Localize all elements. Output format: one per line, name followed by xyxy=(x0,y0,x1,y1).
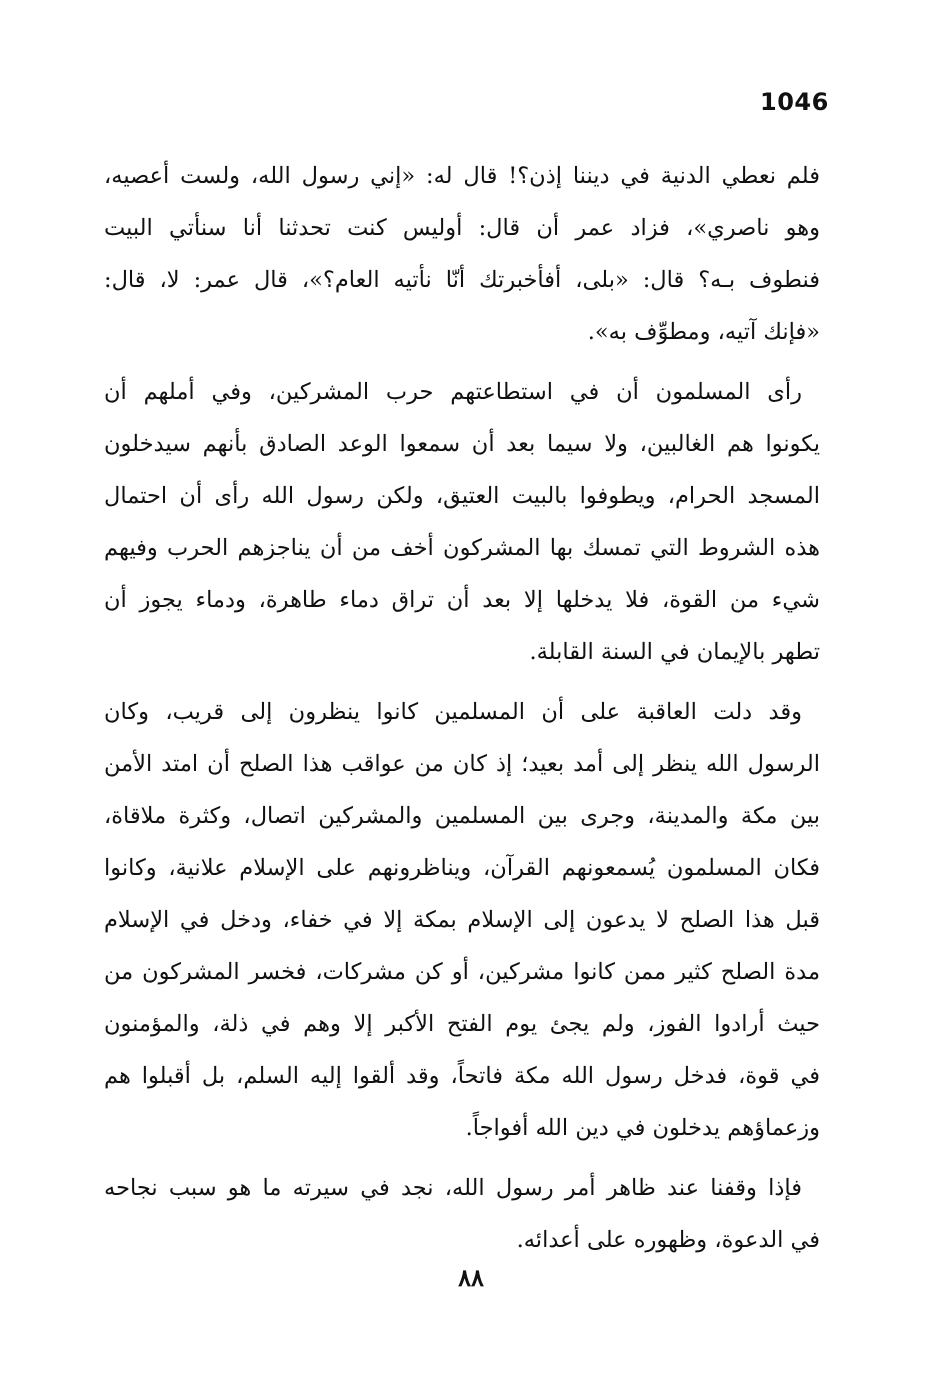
text-line: «فإنك آتيه، ومطوِّف به». xyxy=(587,319,820,345)
text-line: تطهر بالإيمان في السنة القابلة. xyxy=(529,639,820,665)
text-line: هذه الشروط التي تمسك بها المشركون أخف من أن يناجزهم الحرب وفيهم xyxy=(104,535,820,561)
paragraph-spacer xyxy=(104,1154,820,1162)
text-line: يكونوا هم الغالبين، ولا سيما بعد أن سمعوا الوعد الصادق بأنهم سيدخلون xyxy=(104,431,820,457)
text-line: فلم نعطي الدنية في ديننا إذن؟! قال له: «إني رسول الله، ولست أعصيه، xyxy=(104,163,820,189)
text-line: حيث أرادوا الفوز، ولم يجئ يوم الفتح الأكبر إلا وهم في ذلة، والمؤمنون xyxy=(104,1011,820,1037)
paragraph-3 xyxy=(104,686,820,1154)
paragraph-spacer xyxy=(104,678,820,686)
text-line: الرسول الله ينظر إلى أمد بعيد؛ إذ كان من عواقب هذا الصلح أن امتد الأمن xyxy=(104,751,820,777)
text-line: فنطوف بـه؟ قال: «بلى، أفأخبرتك أنّا نأتيه العام؟»، قال عمر: لا، قال: xyxy=(104,267,820,293)
text-line: وقد دلت العاقبة على أن المسلمين كانوا ينظرون إلى قريب، وكان xyxy=(104,699,802,725)
paragraph-4 xyxy=(104,1162,820,1266)
text-line: مدة الصلح كثير ممن كانوا مشركين، أو كن مشركات، فخسر المشركون من xyxy=(104,959,820,985)
footer-page-number: ٨٨ xyxy=(458,1263,484,1292)
body-text xyxy=(104,150,820,1266)
text-line: بين مكة والمدينة، وجرى بين المسلمين والمشركين اتصال، وكثرة ملاقاة، xyxy=(104,803,820,829)
paragraph-2 xyxy=(104,366,820,678)
text-line: في الدعوة، وظهوره على أعدائه. xyxy=(516,1227,820,1253)
text-line: رأى المسلمون أن في استطاعتهم حرب المشركين، وفي أملهم أن xyxy=(104,379,802,405)
text-line: فإذا وقفنا عند ظاهر أمر رسول الله، نجد في سيرته ما هو سبب نجاحه xyxy=(104,1175,802,1201)
text-line: المسجد الحرام، ويطوفوا بالبيت العتيق، ولكن رسول الله رأى أن احتمال xyxy=(104,483,820,509)
paragraph-1 xyxy=(104,150,820,358)
text-line: في قوة، فدخل رسول الله مكة فاتحاً، وقد ألقوا إليه السلم، بل أقبلوا هم xyxy=(104,1063,820,1089)
header-page-number: 1046 xyxy=(760,88,829,116)
text-line: شيء من القوة، فلا يدخلها إلا بعد أن تراق دماء طاهرة، ودماء يجوز أن xyxy=(104,587,820,613)
paragraph-spacer xyxy=(104,358,820,366)
text-line: قبل هذا الصلح لا يدعون إلى الإسلام بمكة إلا في خفاء، ودخل في الإسلام xyxy=(104,907,820,933)
text-line: فكان المسلمون يُسمعونهم القرآن، ويناظرونهم على الإسلام علانية، وكانوا xyxy=(104,855,820,881)
text-line: وهو ناصري»، فزاد عمر أن قال: أوليس كنت تحدثنا أنا سنأتي البيت xyxy=(104,215,820,241)
text-line: وزعماؤهم يدخلون في دين الله أفواجاً. xyxy=(465,1115,820,1141)
